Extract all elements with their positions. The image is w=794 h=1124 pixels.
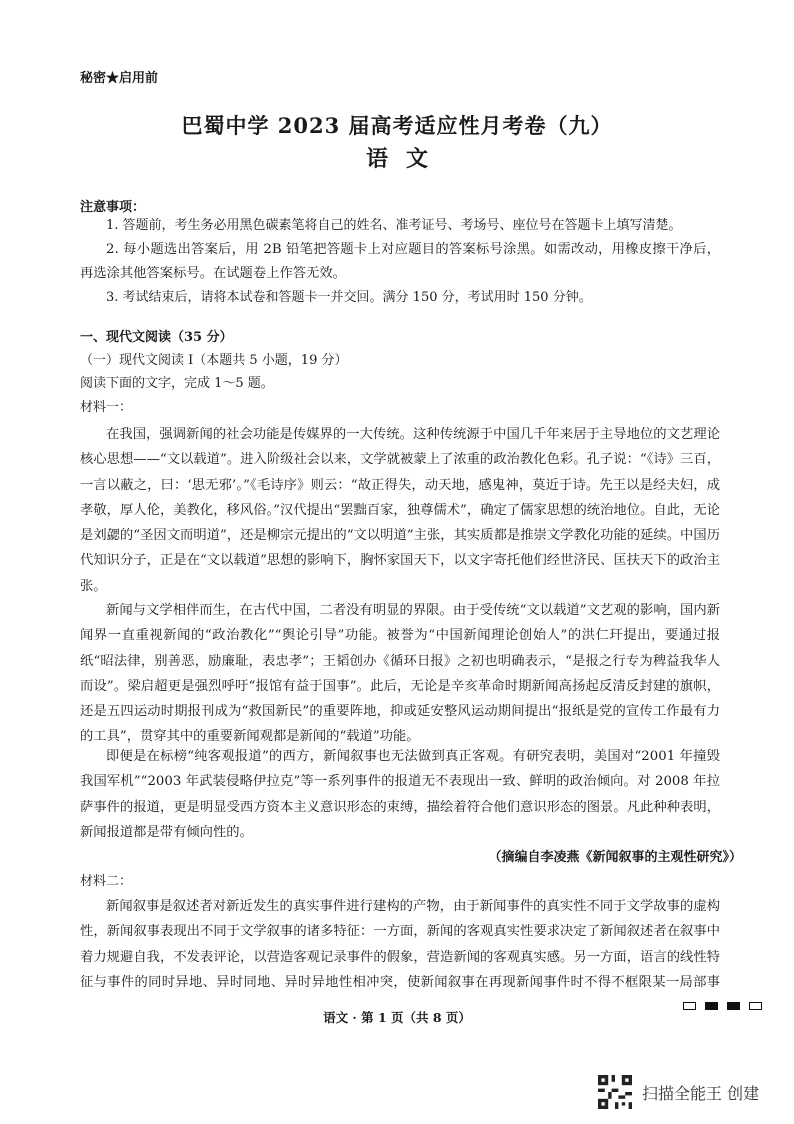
scanner-watermark bbox=[598, 1075, 759, 1109]
material1-label: 材料一： bbox=[80, 400, 133, 415]
notice-heading: 注意事项： bbox=[80, 200, 146, 215]
mark-filled bbox=[705, 1002, 718, 1010]
mark-filled bbox=[727, 1002, 740, 1010]
notice-item-1: 1. 答题前，考生务必用黑色碳素笔将自己的姓名、准考证号、考场号、座位号在答题卡上填写清楚。 bbox=[106, 218, 682, 233]
section-heading: 一、现代文阅读（35 分） bbox=[80, 330, 233, 345]
mark-outline bbox=[749, 1002, 762, 1010]
qr-code-icon bbox=[598, 1075, 632, 1109]
notice-item-2: 2. 每小题选出答案后，用 2B 铅笔把答题卡上对应题目的答案标号涂黑。如需改动，用橡皮擦干净后，再选涂其他答案标号。在试题卷上作答无效。 bbox=[80, 242, 720, 281]
section-subheading: （一）现代文阅读 Ⅰ（本题共 5 小题，19 分） bbox=[80, 353, 348, 368]
registration-marks bbox=[683, 1002, 762, 1010]
confidential-label: 秘密★启用前 bbox=[80, 71, 159, 86]
material1-paragraph-2: 新闻与文学相伴而生，在古代中国，二者没有明显的界限。由于受传统“文以载道”文艺观的影响，国内新闻界一直重视新闻的“政治教化”“舆论引导”功能。被誉为“中国新闻理论创始人”的洪仁玕提出，要通过报纸“昭法律，别善恶，励廉耻，表忠孝”；王韬创办《循环日报》之初也明确表示，“是报之行专为稗益我华人而设”。梁启超更是强烈呼吁“报馆有益于国事”。此后，无论是辛亥革命时期新闻高扬起反清反封建的旗帜，还是五四运动时期报刊成为“救国新民”的重要阵地，抑或延安整风运动期间提出“报纸是党的宣传工作最有力的工具”，贯穿其中的重要新闻观都是新闻的“载道”功能。 bbox=[80, 603, 720, 745]
material1-source: （摘编自李凌燕《新闻叙事的主观性研究》） bbox=[488, 850, 742, 865]
material2-label: 材料二： bbox=[80, 874, 133, 889]
notice-item-3: 3. 考试结束后，请将本试卷和答题卡一并交回。满分 150 分，考试用时 150 分钟。 bbox=[106, 290, 592, 305]
reading-instruction: 阅读下面的文字，完成 1～5 题。 bbox=[80, 376, 274, 391]
watermark-text: 扫描全能王 创建 bbox=[642, 1083, 760, 1103]
material1-paragraph-3: 即便是在标榜“纯客观报道”的西方，新闻叙事也无法做到真正客观。有研究表明，美国对“2001 年撞毁我国军机”“2003 年武装侵略伊拉克”等一系列事件的报道无不表现出一致、鲜明的政治倾向。对 2008 年拉萨事件的报道，更是明显受西方资本主义意识形态的束缚，描绘着符合他们意识形态的图景。凡此种种表明，新闻报道都是带有倾向性的。 bbox=[80, 749, 720, 840]
exam-title: 巴蜀中学 2023 届高考适应性月考卷（九） bbox=[181, 113, 613, 138]
page-footer: 语文 · 第 1 页（共 8 页） bbox=[323, 1010, 471, 1025]
material1-paragraph-1: 在我国，强调新闻的社会功能是传媒界的一大传统。这种传统源于中国几千年来居于主导地位的文艺理论核心思想——“文以载道”。进入阶级社会以来，文学就被蒙上了浓重的政治教化色彩。孔子说：“《诗》三百，一言以蔽之，曰：‘思无邪’。”《毛诗序》则云：“故正得失，动天地，感鬼神，莫近于诗。先王以是经夫妇，成孝敬，厚人伦，美教化，移风俗。”汉代提出“罢黜百家，独尊儒术”，确定了儒家思想的统治地位。自此，无论是刘勰的“圣因文而明道”，还是柳宗元提出的“文以明道”主张，其实质都是推崇文学教化功能的延续。中国历代知识分子，正是在“文以载道”思想的影响下，胸怀家国天下，以文字寄托他们经世济民、匡扶天下的政治主张。 bbox=[80, 427, 720, 594]
subject-title: 语文 bbox=[365, 146, 446, 172]
mark-outline bbox=[683, 1002, 696, 1010]
material2-paragraph-1: 新闻叙事是叙述者对新近发生的真实事件进行建构的产物，由于新闻事件的真实性不同于文学故事的虚构性，新闻叙事表现出不同于文学叙事的诸多特征：一方面，新闻的客观真实性要求决定了新闻叙述者在叙事中着力规避自我，不发表评论，以营造客观记录事件的假象，营造新闻的客观真实感。另一方面，语言的线性特征与事件的同时异地、异时同地、异时异地性相冲突，使新闻叙事在再现新闻事件时不得不框限某一局部事 bbox=[80, 899, 720, 990]
